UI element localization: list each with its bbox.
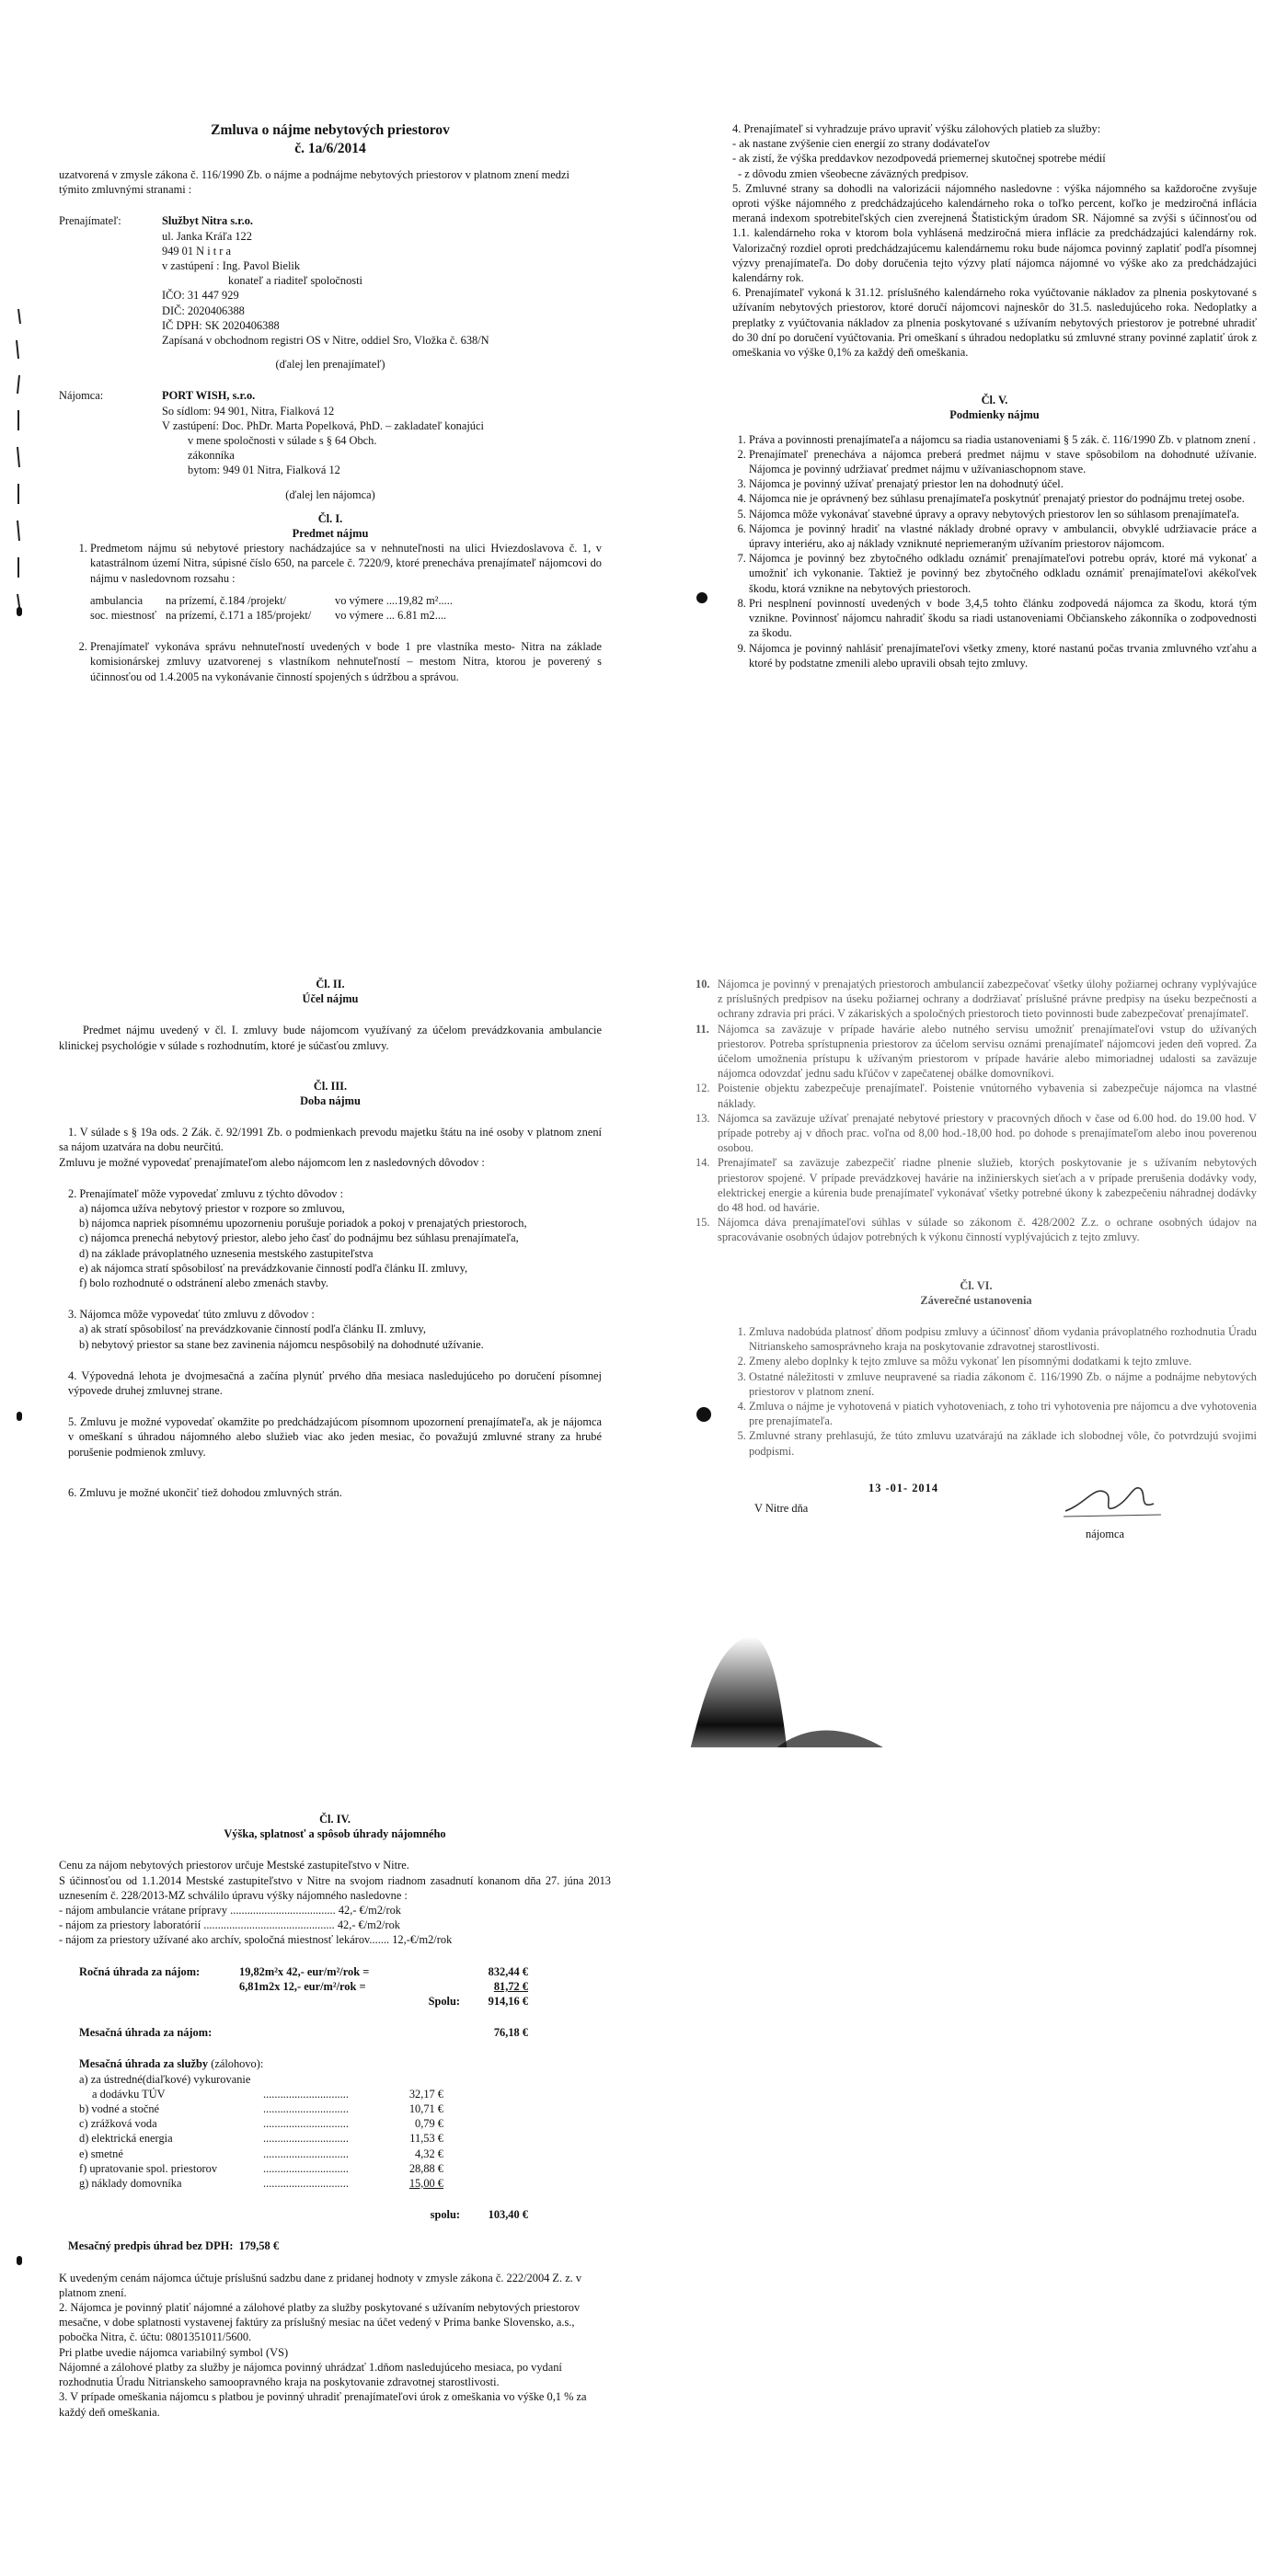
tenant-label: Nájomca: [59,389,104,403]
service-row: a dodávku TÚV .............................. 32,17 € [92,2087,443,2101]
article-5-item: 4. Nájomca nie je oprávnený bez súhlasu prenajímateľa poskytnúť prenajatý priestor do podnájmu tretej osobe. [749,491,1257,506]
termination-reason: a) ak stratí spôsobilosť na prevádzkovanie činností podľa článku II. zmluvy, [79,1322,427,1336]
article-5-list [732,432,1257,670]
space-row: ambulancia na prízemí, č.184 /projekt/ vo výmere ....19,82 m²..... [90,593,453,607]
service-row: e) smetné .............................. 4,32 € [79,2147,443,2160]
tenant-line: zákonníka [188,449,235,463]
clause: 13. Nájomca sa zaväzuje užívať prenajaté nebytové priestory v pracovných dňoch v čase od 6.00 hod. do 19.00 hod. V prípade potreby aj v dňoch prac. voľna od 8,00 hod.-18,00 hod. po dohode s prenajímateľom alebo inou poverenou osobou. [696,1111,1257,1155]
rent-intro: Cenu za nájom nebytových priestorov určuje Mestské zastupiteľstvo v Nitre. [59,1859,409,1872]
contract-title: Zmluva o nájme nebytových priestorov [211,122,450,138]
clause: 4. Prenajímateľ si vyhradzuje právo upraviť výšku zálohových platieb za služby: [732,122,1101,135]
article-1-number: Čl. I. [317,511,343,525]
service-row: d) elektrická energia .............................. 11,53 € [79,2132,443,2146]
article-4-number: Čl. IV. [319,1813,351,1826]
rate-line: - nájom ambulancie vrátane prípravy ..................................... 42,- €/m2/rok [59,1904,401,1918]
termination-reason: b) nebytový priestor sa stane bez zavinenia nájomcu nespôsobilý na dohodnuté užívanie. [79,1337,484,1351]
article-6-item: 5. Zmluvné strany prehlasujú, že túto zmluvu uzatvárajú na základe ich slobodnej vôle, čo potvrdzujú svojimi podpismi. [749,1428,1257,1458]
landlord-line: IČ DPH: SK 2020406388 [162,318,280,332]
service-row: b) vodné a stočné .............................. 10,71 € [79,2102,443,2116]
landlord-line: ul. Janka Kráľa 122 [162,229,252,243]
scan-mark [17,607,22,616]
tenant-block [59,388,602,477]
article-5-title: Podmienky nájmu [949,408,1040,422]
article-6-item: 1. Zmluva nadobúda platnosť dňom podpisu zmluvy a účinnosť dňom vydania právoplatného rozhodnutia Úradu Nitrianskeho samosprávneho kraja na poskytovanie zdravotnej starostlivosti. [749,1324,1257,1354]
landlord-details [162,213,489,348]
monthly-prescription: Mesačný predpis úhrad bez DPH: 179,58 € [68,2239,280,2253]
article-6-item: 2. Zmeny alebo doplnky k tejto zmluve sa môžu vykonať len písomnými dodatkami k tejto zmluve. [749,1354,1257,1368]
page-1-right-column [732,121,1257,670]
article-3-clause-3-items [59,1322,602,1351]
article-6-number: Čl. VI. [960,1278,993,1292]
clause: 5. Zmluvné strany sa dohodli na valorizácii nájomného nasledovne : výška nájomného sa každoročne zvyšuje oproti výške nájomného z predchádzajúceho kalendárneho roka o toľko percent, koľko je medziročná inflácia meraná indexom spotrebiteľských cien zverejnená Štatistickým úradom SR. Nájomné sa zvýši s účinnosťou od 1.1. kalendárneho roka v ktorom bola vyhlásená medziročná miera inflácie za predchádzajúci kalendárny rok. Valorizačný rozdiel oproti predchádzajúcemu kalendárnemu roku bude nájomca povinný zaplatiť podľa písomnej výzvy prenajímateľa. Do doby doručenia tejto výzvy platí nájomca nájomné vo výške ako za predchádzajúci kalendárny rok. [732,181,1257,285]
article-5-item: 8. Pri nesplnení povinností uvedených v bode 3,4,5 tohto článku zodpovedá nájomca za škodu, ktorá tým vznikne. Povinnosť nájomcu nahradiť škodu sa riadi ustanoveniami Občianskeho zákonníka o zodpovednosti za škodu. [749,596,1257,641]
landlord-label: Prenajímateľ: [59,214,121,228]
binder-hole-marks [7,303,28,635]
article-5-item: 6. Nájomca je povinný hradiť na vlastné náklady drobné opravy v ambulancii, obvyklé udržiavacie práce a úpravy interiéru, ako aj náklady vzniknuté nepriemeraným užívaním priestorov nájomcom. [749,521,1257,551]
annual-total-row: Spolu: 914,16 € [428,1995,528,2009]
clause: - ak nastane zvýšenie cien energií zo strany dodávateľov [732,137,991,151]
contract-number: č. 1a/6/2014 [294,141,366,156]
vat-note: K uvedeným cenám nájomca účtuje príslušnú sadzbu dane z pridanej hodnoty v zmysle zákona č. 222/2004 Z. z. v platnom znení. [59,2271,582,2299]
rate-line: - nájom za priestory laboratórií .............................................. 42,- €/m2/rok [59,1918,400,1932]
tenant-signature-label: nájomca [1086,1528,1124,1540]
page-2-left-column [59,977,602,1500]
payment-clause: 2. Nájomca je povinný platiť nájomné a zálohové platby za služby poskytované s užívaním nebytových priestorov mesačne, v dobe splatnosti vystavenej faktúry za príslušný mesiac na účet vedený v Prima banke Slovensko, a.s., pobočka Nitra, č. účtu: 0801351011/5600. [59,2301,581,2344]
annual-rent-row: 6,81m2x 12,- eur/m²/rok = 81,72 € [239,1979,528,1993]
clause: 10. Nájomca je povinný v prenajatých priestoroch ambulancií zabezpečovať všetky úlohy požiarnej ochrany vyplývajúce z príslušných predpisov na úseku požiarnej ochrany a dodržiavať príslušné právne predpisy na úseku bezpečnosti a ochrany zdravia pri práci. V zákariských a spoločných priestoroch tieto povinnosti bude zabezpečovať prenajímateľ. [696,978,1257,1021]
landlord-line: konateľ a riaditeľ spoločnosti [228,274,362,288]
monthly-rent-row: Mesačná úhrada za nájom: 76,18 € [79,2026,528,2040]
clause: 15. Nájomca dáva prenajímateľovi súhlas v súlade so zákonom č. 428/2002 Z.z. o ochrane osobných údajov na spracovávanie osobných údajov potrebných k výkonu činností vyplývajúcich z tejto zmluvy. [696,1216,1257,1244]
page-2 [0,920,1288,1839]
article-3-clause-6: 6. Zmluvu je možné ukončiť tiež dohodou zmluvných strán. [68,1485,342,1499]
article-4-title: Výška, splatnosť a spôsob úhrady nájomného [224,1827,446,1841]
article-5-item: 2. Prenajímateľ prenecháva a nájomca preberá predmet nájmu v stave spôsobilom na dohodnuté užívanie. Nájomca je povinný udržiavať predmet nájmu v užívaniaschopnom stave. [749,447,1257,476]
landlord-line: IČO: 31 447 929 [162,289,239,303]
scan-mark [696,1407,711,1422]
article-2-number: Čl. II. [316,978,345,990]
article-3-clause-5: 5. Zmluvu je možné vypovedať okamžite po predchádzajúcom písomnom upozornení prenajímateľa, ak je nájomca v omeškaní s úhradou nájomného alebo služieb viac ako jeden mesiac, čo považujú zmluvné strany za hrubé porušenie podmienok zmluvy. [68,1415,602,1459]
late-payment-clause: 3. V prípade omeškania nájomcu s platbou je povinný uhradiť prenajímateľovi úrok z omeškania vo výške 0,1 % za každý deň omeškania. [59,2390,587,2419]
clause: 14. Prenajímateľ sa zaväzuje zabezpečiť riadne plnenie služieb, ktorých poskytovanie je s užívaním nebytových priestorov spojené. V prípade prevádzkovej havárie na inžinierskych sieťach a v prípade prerušenia dodávky vody, elektrickej energie a kúrenia bude prenajímateľ vykonávať všetky potrebné úkony k zabezpečeniu náhradnej dodávky do 48 hod. od havárie. [696,1156,1257,1215]
clause: 12. Poistenie objektu zabezpečuje prenajímateľ. Poistenie vnútorného vybavenia si zabezpečuje nájomca na vlastné náklady. [696,1082,1257,1110]
article-1-item: 2. Prenajímateľ vykonáva správu nehnuteľností uvedených v bode 1 pre vlastníka mesto- Nitra na základe komisionárskej zmluvy uzatvorenej s vlastníkom nehnuteľností – mestom Nitra, ktorou je poverený s účinnosťou od 1.4.2005 na vykonávanie činností spojených s údržbou a správou. [90,639,602,684]
article-3-clause-1: 1. V súlade s § 19a ods. 2 Zák. č. 92/1991 Zb. o podmienkach prevodu majetku štátu na iné osoby v platnom znení sa nájom uzatvára na dobu neurčitú. [59,1126,602,1154]
landlord-alias: (ďalej len prenajímateľ) [275,358,385,372]
service-row: a) za ústredné(diaľkové) vykurovanie [79,2072,251,2086]
landlord-block [59,213,602,348]
clause: - ak zistí, že výška preddavkov nezodpovedá priemernej skutočnej spotrebe médií [732,152,1106,166]
page-1-left-column [59,121,602,684]
termination-reason: f) bolo rozhodnuté o odstránení alebo zmenách stavby. [79,1277,329,1290]
termination-reason: a) nájomca užíva nebytový priestor v rozpore so zmluvou, [79,1202,345,1216]
article-6-title: Záverečné ustanovenia [920,1293,1032,1307]
article-3-clause-2-items [59,1201,602,1290]
landlord-line: Zapísaná v obchodnom registri OS v Nitre, oddiel Sro, Vložka č. 638/N [162,334,489,348]
services-total-row: spolu: 103,40 € [430,2208,528,2222]
article-5-number: Čl. V. [981,394,1008,407]
annual-rent-row: Ročná úhrada za nájom: 19,82m²x 42,- eur/m²/rok = 832,44 € [79,1964,528,1978]
space-row: soc. miestnosť na prízemí, č.171 a 185/projekt/ vo výmere ... 6.81 m2.... [90,609,447,623]
signing-place: V Nitre dňa [754,1502,809,1515]
clause: 6. Prenajímateľ vykoná k 31.12. príslušného kalendárneho roka vyúčtovanie nákladov za plnenia poskytované s užívaním nebytových priestorov, ktoré doručí nájomcovi najneskôr do 31.5. nasledujúceho roka. Nedoplatky a preplatky z vyúčtovania nákladov za plnenia poskytované s užívaním nebytových priestorov je potrebné uhradiť do 30 dní po doručení vyúčtovania. Pri omeškaní s úhradou nedoplatku sú zmluvné strany povinné zaplatiť úrok z omeškania vo výške 0,1% za každý deň omeškania. [732,286,1257,360]
page-2-right-column [696,977,1257,1459]
termination-reason: b) nájomca napriek písomnému upozorneniu porušuje poriadok a pokoj v prenajatých priestoroch, [79,1217,527,1231]
page-3-left-column [59,1812,611,2420]
service-row: f) upratovanie spol. priestorov .............................. 28,88 € [79,2161,443,2175]
article-5-item: 9. Nájomca je povinný nahlásiť prenajímateľovi všetky zmeny, ktoré nastanú počas trvania zmluvného vzťahu a ktoré by podstatne zmenili alebo upravili obsah tejto zmluvy. [749,641,1257,670]
article-3-clause-1b: Zmluvu je možné vypovedať prenajímateľom alebo nájomcom len z nasledovných dôvodov : [59,1155,485,1169]
article-3-title: Doba nájmu [300,1094,361,1108]
article-3-clause-2: 2. Prenajímateľ môže vypovedať zmluvu z týchto dôvodov : [68,1186,344,1200]
article-6-item: 3. Ostatné náležitosti v zmluve neupravené sa riadia zákonom č. 116/1990 Zb. o nájme a podnájme nebytových priestorov v platnom znení. [749,1369,1257,1399]
landlord-line: 949 01 N i t r a [162,244,232,258]
page-3 [0,1747,1288,2576]
rent-resolution: S účinnosťou od 1.1.2014 Mestské zastupiteľstvo v Nitre na svojom riadnom zasadnutí konanom dňa 27. júna 2013 uznesením č. 228/2013-MZ schválilo úpravu výšky nájomného nasledovne : [59,1873,611,1902]
page-1 [0,0,1288,920]
termination-reason: c) nájomca prenechá nebytový priestor, alebo jeho časť do podnájmu bez súhlasu prenajímateľa, [79,1231,519,1245]
clause: - z dôvodu zmien všeobecne záväzných predpisov. [738,166,969,180]
termination-reason: e) ak nájomca stratí spôsobilosť na prevádzkovanie činností podľa článku II. zmluvy, [79,1261,468,1275]
article-5-item: 3. Nájomca je povinný užívať prenajatý priestor len na dohodnutý účel. [749,476,1257,491]
tenant-line: bytom: 949 01 Nitra, Fialková 12 [188,464,340,477]
article-6-item: 4. Zmluva o nájme je vyhotovená v piatich vyhotoveniach, z toho tri vyhotovenia pre nájomcu a dve vyhotovenia pre prenajímateľa. [749,1399,1257,1428]
clause: 11. Nájomca sa zaväzuje v prípade havárie alebo nutného servisu umožniť prenajímateľovi vstup do užívaných priestorov. Potreba sprístupnenia priestorov za účelom servisu oznámi prenajímateľ nájomcovi jeden deň vopred. Za účelom umožnenia prístupu k užívaným priestorom v prípade havárie alebo mimoriadnej udalosti sa zaväzuje nájomca odovzdať jednu sadu kľúčov v zapečatenej obálke domovníkovi. [696,1022,1257,1081]
scan-mark [696,592,707,603]
scan-mark [17,2256,22,2265]
intro-text: uzatvorená v zmysle zákona č. 116/1990 Zb. o nájme a podnájme nebytových priestorov v platnom znení medzi týmito zmluvnými stranami : [59,168,569,197]
article-3-number: Čl. III. [313,1079,348,1093]
services-heading: Mesačná úhrada za služby (zálohovo): [79,2057,264,2071]
article-2-text: Predmet nájmu uvedený v čl. I. zmluvy bude nájomcom využívaný za účelom prevádzkovania ambulancie klinickej psychológie v súlade s rozhodnutím, ktoré je súčasťou zmluvy. [59,1024,602,1052]
tenant-name: PORT WISH, s.r.o. [162,389,256,403]
tenant-line: So sídlom: 94 901, Nitra, Fialková 12 [162,404,335,418]
tenant-alias: (ďalej len nájomca) [285,487,375,501]
service-row: g) náklady domovníka .............................. 15,00 € [79,2177,443,2191]
date-stamp: 13 -01- 2014 [868,1482,939,1494]
variable-symbol-note: Pri platbe uvedie nájomca variabilný symbol (VS) [59,2345,289,2359]
rate-line: - nájom za priestory užívané ako archív, spoločná miestnosť lekárov....... 12,-€/m2/rok [59,1933,453,1947]
tenant-details [162,388,484,477]
article-1-item: 1. Predmetom nájmu sú nebytové priestory nachádzajúce sa v nehnuteľnosti na ulici Hviezdoslavova č. 1, v katastrálnom území Nitra, súpisné číslo 650, na parcele č. 7220/9, ktoré prenecháva prenajímateľ nájomcovi do nájmu v nasledovnom rozsahu : ambulancia na prízemí, č.184 /projekt/ vo výmere ....19,82 m²..... soc. miestnosť na prízemí, č.171 a 185/projekt/ vo výmere ... 6.81 m2.... [90,541,602,639]
article-1-list [59,541,602,684]
article-5-item: 1. Práva a povinnosti prenajímateľa a nájomcu sa riadia ustanoveniami § 5 zák. č. 116/1990 Zb. v platnom znení . [749,432,1257,447]
article-1-title: Predmet nájmu [292,527,369,541]
tenant-line: V zastúpení: Doc. PhDr. Marta Popelková, PhD. – zakladateľ konajúci [162,418,484,432]
tenant-line: v mene spoločnosti v súlade s § 64 Obch. [188,434,377,448]
services-list [59,2072,611,2192]
article-2-title: Účel nájmu [302,992,359,1006]
landlord-line: DIČ: 2020406388 [162,303,245,317]
article-3-clause-4: 4. Výpovedná lehota je dvojmesačná a začína plynúť prvého dňa mesiaca nasledujúceho po doručení písomnej výpovede druhej zmluvnej strane. [68,1368,602,1398]
payment-due-clause: Nájomné a zálohové platby za služby je nájomca povinný uhrádzať 1.dňom nasledujúceho mesiaca, po vydaní rozhodnutia Úradu Nitrianskeho samoopravného kraja na poskytovanie zdravotnej starostlivosti. [59,2360,562,2389]
landlord-line: v zastúpení : Ing. Pavol Bielik [162,259,301,273]
scan-mark [17,1412,22,1421]
service-row: c) zrážková voda .............................. 0,79 € [79,2117,443,2131]
article-3-clause-3: 3. Nájomca môže vypovedať túto zmluvu z dôvodov : [68,1308,315,1322]
landlord-name: Službyt Nitra s.r.o. [162,214,254,228]
article-5-item: 7. Nájomca je povinný bez zbytočného odkladu oznámiť prenajímateľovi potrebu opráv, ktoré má vykonať a umožniť ich vykonanie. Taktiež je povinný bez zbytočného odkladu oznámiť prenajímateľovi akékoľvek škodu, ktorá vznikne na nebytových priestoroch. [749,551,1257,596]
article-5-item: 5. Nájomca môže vykonávať stavebné úpravy a opravy nebytových priestorov len so súhlasom prenajímateľa. [749,507,1257,521]
article-6-list [696,1324,1257,1459]
termination-reason: d) na základe právoplatného uznesenia mestského zastupiteľstva [79,1246,374,1260]
